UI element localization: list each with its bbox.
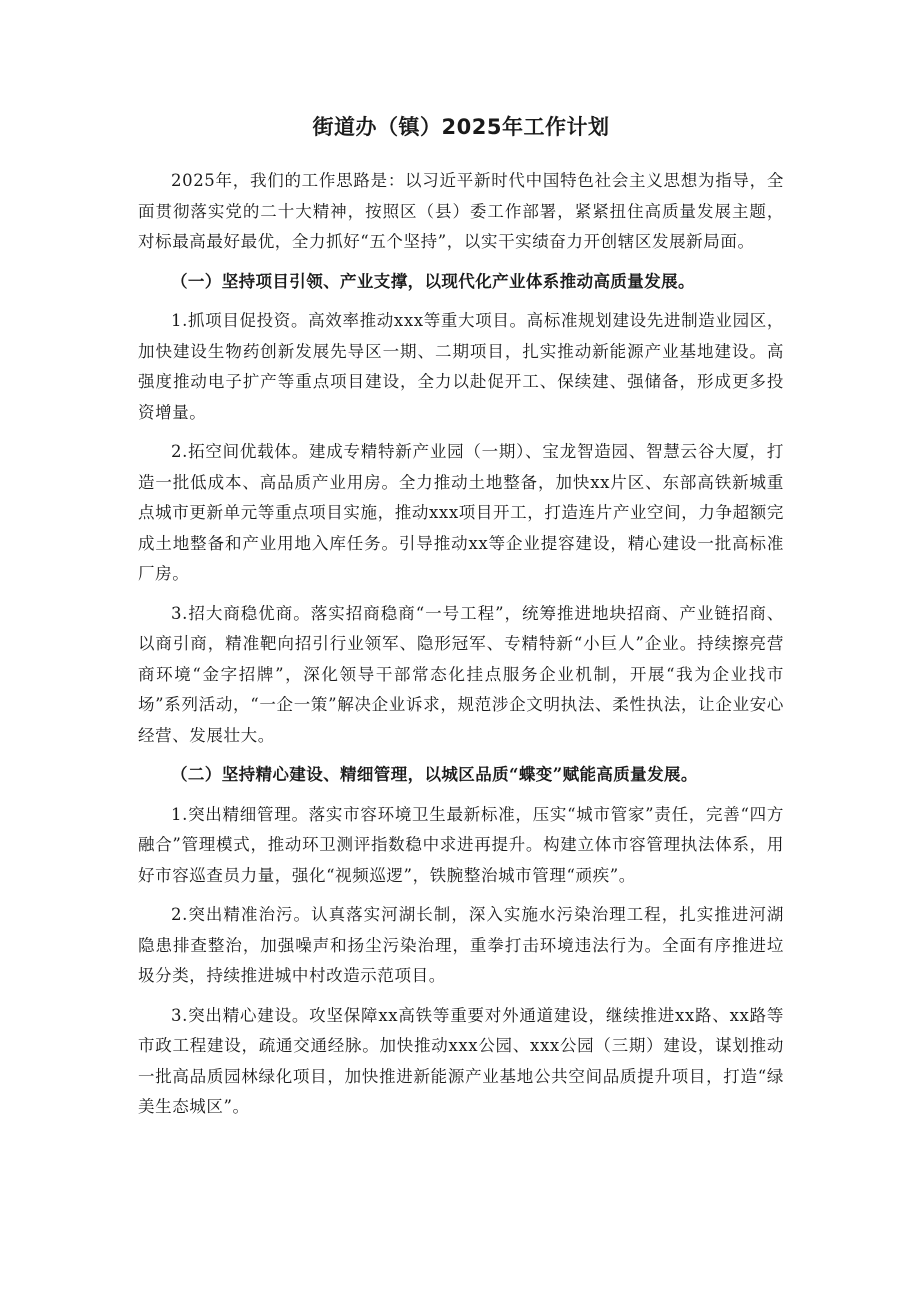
- section-1-item-2: 2.拓空间优载体。建成专精特新产业园（一期）、宝龙智造园、智慧云谷大厦，打造一批低成本、高品质产业用房。全力推动土地整备，加快xx片区、东部高铁新城重点城市更新单元等重点项目实施，推动xxx项目开工，打造连片产业空间，力争超额完成土地整备和产业用地入库任务。引导推动xx等企业提容建设，精心建设一批高标准厂房。: [138, 442, 784, 583]
- section-2-item-3: 3.突出精心建设。攻坚保障xx高铁等重要对外通道建设，继续推进xx路、xx路等市政工程建设，疏通交通经脉。加快推动xxx公园、xxx公园（三期）建设，谋划推动一批高品质园林绿化项目，加快推进新能源产业基地公共空间品质提升项目，打造“绿美生态城区”。: [138, 1005, 784, 1116]
- document-page: [138, 112, 784, 1132]
- document-title: 街道办（镇）2025年工作计划: [312, 115, 610, 139]
- section-1-item-1: 1.抓项目促投资。高效率推动xxx等重大项目。高标准规划建设先进制造业园区，加快建设生物药创新发展先导区一期、二期项目，扎实推动新能源产业基地建设。高强度推动电子扩产等重点项目建设，全力以赴促开工、保续建、强储备，形成更多投资增量。: [138, 311, 784, 422]
- section-2-heading: （二）坚持精心建设、精细管理，以城区品质“蝶变”赋能高质量发展。: [171, 765, 698, 784]
- section-1-item-3: 3.招大商稳优商。落实招商稳商“一号工程”，统筹推进地块招商、产业链招商、以商引商，精准靶向招引行业领军、隐形冠军、专精特新“小巨人”企业。持续擦亮营商环境“金字招牌”，深化领导干部常态化挂点服务企业机制，开展“我为企业找市场”系列活动，“一企一策”解决企业诉求，规范涉企文明执法、柔性执法，让企业安心经营、发展壮大。: [138, 603, 784, 745]
- section-2-item-1: 1.突出精细管理。落实市容环境卫生最新标准，压实“城市管家”责任，完善“四方融合”管理模式，推动环卫测评指数稳中求进再提升。构建立体市容管理执法体系，用好市容巡查员力量，强化“视频巡逻”，铁腕整治城市管理“顽疾”。: [138, 804, 784, 885]
- intro-paragraph: 2025年，我们的工作思路是：以习近平新时代中国特色社会主义思想为指导，全面贯彻落实党的二十大精神，按照区（县）委工作部署，紧紧扭住高质量发展主题，对标最高最好最优，全力抓好“五个坚持”，以实干实绩奋力开创辖区发展新局面。: [138, 171, 784, 251]
- section-2-item-2: 2.突出精准治污。认真落实河湖长制，深入实施水污染治理工程，扎实推进河湖隐患排查整治，加强噪声和扬尘污染治理，重拳打击环境违法行为。全面有序推进垃圾分类，持续推进城中村改造示范项目。: [138, 905, 784, 985]
- section-1-heading: （一）坚持项目引领、产业支撑，以现代化产业体系推动高质量发展。: [171, 271, 695, 291]
